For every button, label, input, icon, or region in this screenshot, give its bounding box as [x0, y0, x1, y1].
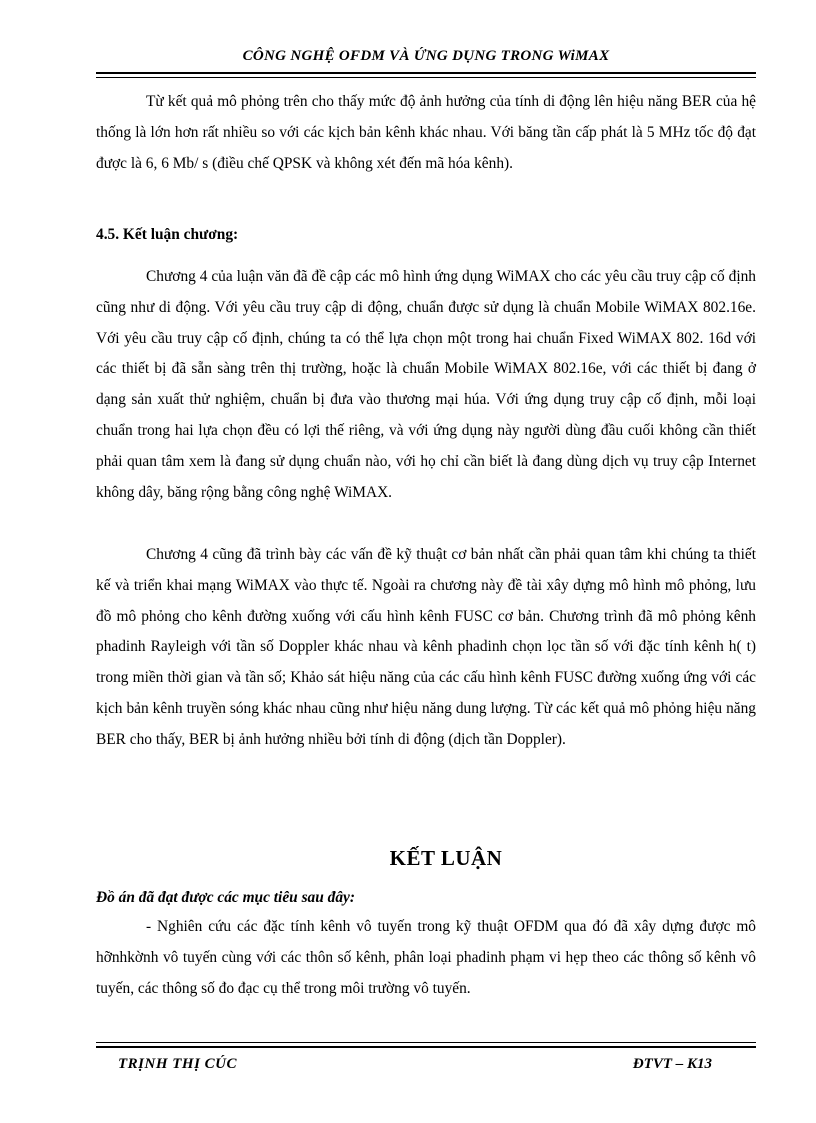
paragraph-goal-item: - Nghiên cứu các đặc tính kênh vô tuyến trong kỹ thuật OFDM qua đó đã xây dựng được mô hỡnhkờnh vô tuyến cùng với các thôn số kênh, phân loại phadinh phạm vi hẹp theo các thông số kênh vô tuyến, các thông số đo đạc cụ thể trong môi trường vô tuyến.	[96, 918, 756, 997]
footer-rule-thin	[96, 1042, 756, 1043]
footer-author: TRỊNH THỊ CÚC	[118, 1056, 238, 1072]
footer-class-code: ĐTVT – K13	[632, 1056, 712, 1072]
header-rule-thick	[96, 72, 756, 74]
goals-heading: Đồ án đã đạt được các mục tiêu sau đây:	[96, 889, 356, 906]
footer-rule-thick	[96, 1046, 756, 1048]
paragraph-chapter-technical: Chương 4 cũng đã trình bày các vấn đề kỹ thuật cơ bản nhất cần phải quan tâm khi chúng ta thiết kế và triển khai mạng WiMAX vào thực tế. Ngoài ra chương này đề tài xây dựng mô hình mô phỏng, lưu đồ mô phỏng cho kênh đường xuống với cấu hình kênh FUSC cơ bản. Chương trình đã mô phỏng kênh phadinh Rayleigh với tần số Doppler khác nhau và kênh phadinh chọn lọc tần số với đặc tính kênh h( t) trong miền thời gian và tần số; Khảo sát hiệu năng của các cấu hình kênh FUSC đường xuống ứng với các kịch bản kênh truyền sóng khác nhau cũng như hiệu năng dung lượng. Từ các kết quả mô phỏng hiệu năng BER cho thấy, BER bị ảnh hưởng nhiều bởi tính di động (dịch tần Doppler).	[96, 546, 756, 748]
section-heading: 4.5. Kết luận chương:	[96, 226, 239, 243]
paragraph-simulation-result: Từ kết quả mô phỏng trên cho thấy mức độ ảnh hưởng của tính di động lên hiệu năng BER của hệ thống là lớn hơn rất nhiều so với các kịch bản kênh khác nhau. Với băng tần cấp phát là 5 MHz tốc độ đạt được là 6, 6 Mb/ s (điều chế QPSK và không xét đến mã hóa kênh).	[96, 93, 756, 172]
paragraph-chapter-summary: Chương 4 của luận văn đã đề cập các mô hình ứng dụng WiMAX cho các yêu cầu truy cập cố định cũng như di động. Với yêu cầu truy cập di động, chuẩn được sử dụng là chuẩn Mobile WiMAX 802.16e. Với yêu cầu truy cập cố định, chúng ta có thể lựa chọn một trong hai chuẩn Fixed WiMAX 802. 16d với các thiết bị đã sẵn sàng trên thị trường, hoặc là chuẩn Mobile WiMAX 802.16e, với các thiết bị đang ở dạng sản xuất thử nghiệm, chuẩn bị đưa vào thương mại húa. Với ứng dụng truy cập cố định, mỗi loại chuẩn trong hai lựa chọn đều có lợi thế riêng, và với ứng dụng này người dùng đầu cuối không cần thiết phải quan tâm xem là đang sử dụng chuẩn nào, với họ chỉ cần biết là đang dùng dịch vụ truy cập Internet không dây, băng rộng bằng công nghệ WiMAX.	[96, 268, 756, 501]
page-header-title: CÔNG NGHỆ OFDM VÀ ỨNG DỤNG TRONG WiMAX	[242, 48, 610, 64]
header-rule-thin	[96, 77, 756, 78]
chapter-title: KẾT LUẬN	[389, 846, 503, 870]
